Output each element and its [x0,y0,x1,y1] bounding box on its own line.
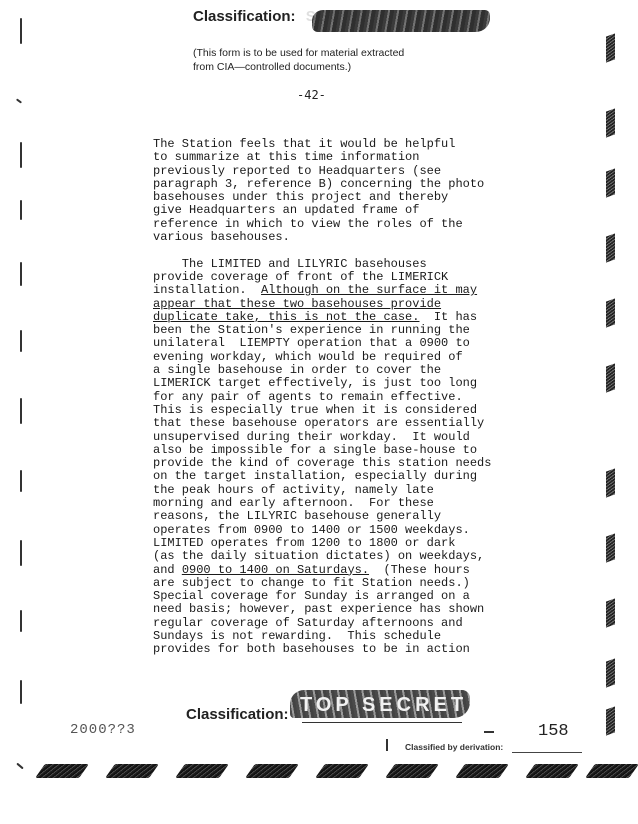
margin-mark [606,33,615,62]
border-stripe [175,764,229,778]
border-stripe [455,764,509,778]
margin-mark [20,200,22,220]
underlined-text: Although on the surface it may [261,283,478,298]
border-stripes [0,758,638,798]
paragraph-2-text: The LIMITED and LILYRIC basehouses provide coverage of front of the LIMERICK installation. [153,256,449,298]
border-stripe [35,764,89,778]
classification-value: SECRET [305,8,379,25]
paragraph-2-text: (These hours are subject to change to fit Station needs.) Special coverage for Sunday is arranged on a need basis; however, past experience has shown regular coverage of Saturday afternoons and Sundays is not rewarding. This schedule provides for both basehouses to be in action [153,562,485,657]
margin-mark [606,298,615,327]
margin-mark [20,262,22,286]
underlined-text: duplicate take, this is not the case. [153,309,420,324]
margin-mark [606,233,615,262]
divider-tick [386,739,388,751]
margin-mark [20,610,22,632]
margin-mark [20,470,22,492]
margin-mark [20,330,22,352]
margin-mark [606,108,615,137]
border-stripe [525,764,579,778]
document-id: 2000??3 [70,722,136,738]
underlined-text: 0900 to 1400 on Saturdays. [181,562,370,577]
stamp-text: TOP SECRET [300,694,468,716]
page-number: -42- [297,88,326,102]
border-stripe [105,764,159,778]
classification-label: Classification: [193,8,296,25]
paragraph-1: The Station feels that it would be helpful to summarize at this time information previously reported to Headquarters (see paragraph 3, reference B) concerning the photo basehouses under this project and thereby give Headquarters an updated frame of reference in which to view the roles of the various basehouses. [153,137,485,245]
margin-mark [606,598,615,627]
margin-mark [606,363,615,392]
margin-mark [20,18,22,44]
margin-mark [606,168,615,197]
divider-tick [484,731,494,733]
margin-mark [20,142,22,168]
form-note-line: (This form is to be used for material extracted [193,47,405,59]
margin-mark [606,658,615,687]
form-note [193,46,493,74]
margin-mark [20,398,22,424]
derivation-label: Classified by derivation: [405,742,504,752]
form-note-line: from CIA—controlled documents.) [193,61,352,73]
classification-footer-label: Classification: [186,706,289,723]
border-stripe [385,764,439,778]
margin-mark [20,540,22,566]
margin-mark [606,706,615,735]
page-serial-number: 158 [538,722,569,741]
document-body [153,138,533,657]
border-stripe [585,764,638,778]
classification-line [302,722,462,723]
classification-header [193,8,379,25]
border-stripe [315,764,369,778]
margin-mark [606,468,615,497]
margin-mark [16,98,22,103]
derivation-line [512,752,582,753]
margin-mark [20,680,22,704]
paragraph-2-text: It has been the Station's experience in running the unilateral LIEMPTY operation that a 0900 to evening workday, which would be required of a single basehouse in order to cover the LIMERICK target effectively, is just too long for any pair of agents to remain effective. This is especially true when it is considered that these basehouse operators are essentially unsupervised during their workday. It would also be impossible for a single base-house to provide the kind of coverage this station needs on the target installation, especially during the peak hours of activity, namely late morning and early afternoon. For these reasons, the LILYRIC basehouse generally operates from 0900 to 1400 or 1500 weekdays. LIMITED operates from 1200 to 1800 or dark (as the daily situation dictates) on weekdays, and [153,309,492,577]
border-stripe [245,764,299,778]
margin-mark [606,533,615,562]
underlined-text: appear that these two basehouses provide [153,296,442,311]
